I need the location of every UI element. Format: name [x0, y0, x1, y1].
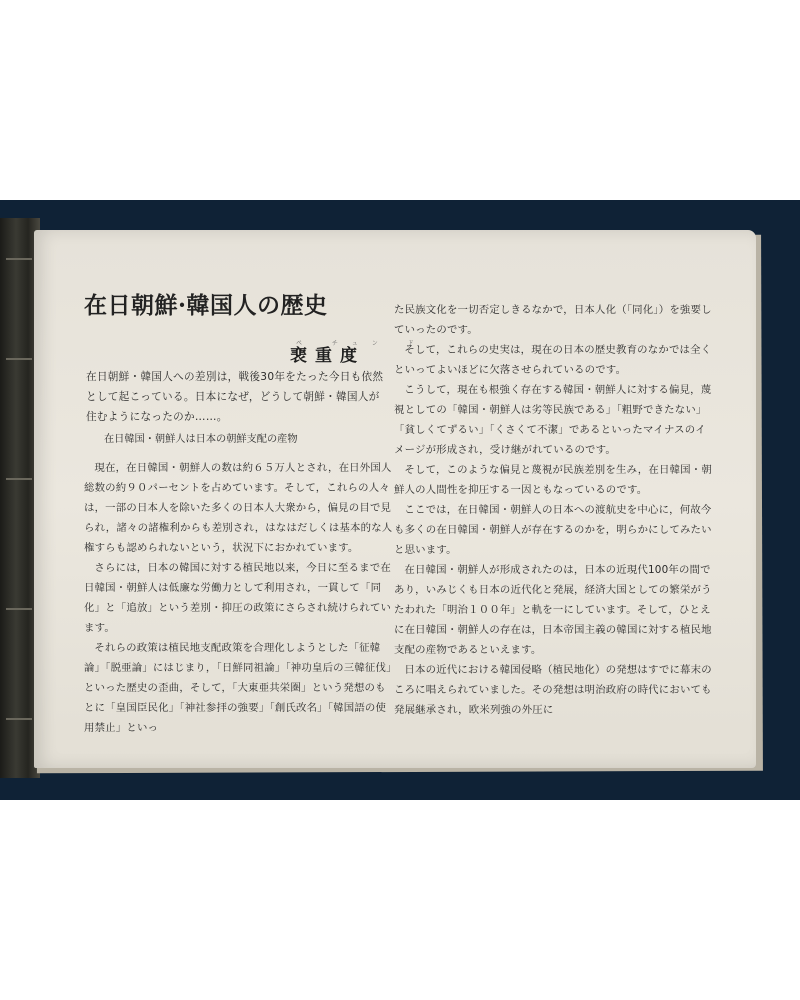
body-paragraph: 現在，在日韓国・朝鮮人の数は約６５万人とされ，在日外国人総数の約９０パーセントを占めています。そして，これらの人々は，一部の日本人を除いた多くの日本人大衆から，偏見の目で見られ，諸々の諸権利からも差別され，はなはだしくは基本的な人権すらも認められないという，状況下におかれています。	[84, 462, 393, 554]
body-paragraph: そして，このような偏見と蔑視が民族差別を生み，在日韓国・朝鮮人の人間性を抑圧する一因ともなっているのです。	[394, 464, 712, 496]
body-paragraph: 日本の近代における韓国侵略（植民地化）の発想はすでに幕末のころに唱えられていました。その発想は明治政府の時代においても発展継承され，欧米列強の外圧に	[394, 664, 712, 716]
body-paragraph: それらの政策は植民地支配政策を合理化しようとした「征韓論」「脱亜論」にはじまり，「日鮮同祖論」「神功皇后の三韓征伐」といった歴史の歪曲，そして，「大東亜共栄圏」という発想のもとに「皇国臣民化」「神社参拝の強要」「創氏改名」「韓国語の使用禁止」といっ	[84, 642, 392, 734]
author-ruby: ペ チュン ド	[296, 340, 428, 347]
right-column	[394, 300, 712, 720]
article-author: 裵重度	[290, 346, 365, 366]
article-intro: 在日朝鮮・韓国人への差別は，戦後30年をたった今日も依然として起こっている。日本になぜ，どうして朝鮮・韓国人が住むようになったのか……。	[86, 371, 384, 423]
body-paragraph: た民族文化を一切否定しきるなかで，日本人化（「同化」）を強要していったのです。	[394, 304, 712, 336]
body-paragraph: ここでは，在日韓国・朝鮮人の日本への渡航史を中心に，何故今も多くの在日韓国・朝鮮人が存在するのかを，明らかにしてみたいと思います。	[394, 504, 712, 556]
body-paragraph: そして，これらの史実は，現在の日本の歴史教育のなかでは全くといってよいほどに欠落させられているのです。	[394, 344, 712, 376]
body-paragraph: 在日韓国・朝鮮人が形成されたのは，日本の近現代100年の間であり，いみじくも日本の近代化と発展，経済大国としての繁栄がうたわれた「明治１００年」と軌を一にしています。そして，ひとえに在日韓国・朝鮮人の存在は，日本帝国主義の韓国に対する植民地支配の産物であるといえます。	[394, 564, 712, 656]
booklet-page	[34, 230, 756, 768]
left-column	[84, 458, 396, 738]
body-paragraph: こうして，現在も根強く存在する韓国・朝鮮人に対する偏見，蔑視としての「韓国・朝鮮人は劣等民族である」「粗野できたない」「貧しくてずるい」「くさくて不潔」であるといったマイナスのイメージが形成され，受け継がれているのです。	[394, 384, 712, 456]
article-title: 在日朝鮮·韓国人の歴史	[84, 292, 328, 319]
section-subheading: 在日韓国・朝鮮人は日本の朝鮮支配の産物	[104, 434, 298, 445]
body-paragraph: さらには，日本の韓国に対する植民地以来，今日に至るまで在日韓国・朝鮮人は低廉な労働力として利用され，一貫して「同化」と「追放」という差別・抑圧の政策にさらされ続けられています。	[84, 562, 392, 634]
